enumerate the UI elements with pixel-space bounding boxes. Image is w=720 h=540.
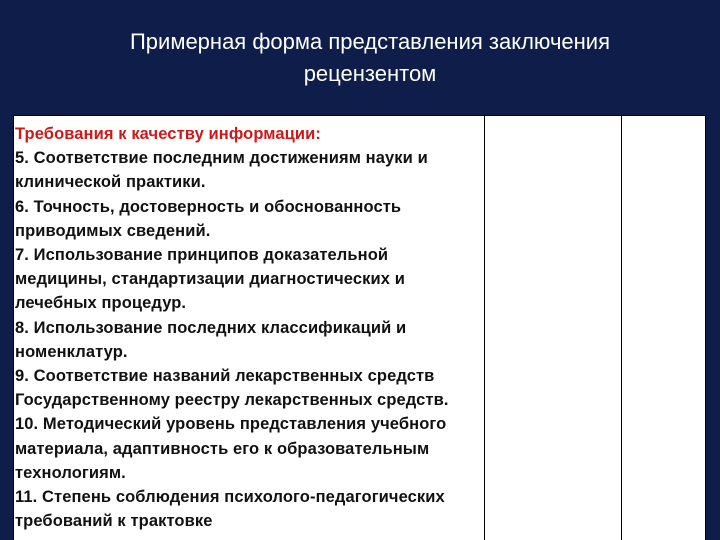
slide-title-line-1: Примерная форма представления заключения (129, 29, 610, 54)
requirements-cell (14, 116, 485, 540)
review-form-table-container (13, 115, 706, 540)
score-cell (621, 116, 705, 540)
requirement-item-6: 6. Точность, достоверность и обоснованность приводимых сведений. (15, 197, 402, 240)
evaluation-cell (485, 116, 622, 540)
requirement-item-11: 11. Степень соблюдения психолого-педагогических требований к трактовке (15, 488, 445, 531)
requirement-item-5: 5. Соответствие последним достижениям науки и клинической практики. (15, 149, 428, 192)
table-row (14, 116, 706, 540)
requirement-item-8: 8. Использование последних классификаций и номенклатур. (15, 318, 407, 361)
requirements-heading: Требования к качеству информации: (15, 125, 321, 143)
requirement-item-9: 9. Соответствие названий лекарственных средств Государственному реестру лекарственных средств. (15, 367, 449, 410)
slide-title-line-2: рецензентом (303, 61, 437, 86)
review-form-table (13, 115, 706, 540)
slide-title (90, 26, 650, 90)
requirement-item-7: 7. Использование принципов доказательной медицины, стандартизации диагностических и лечебных процедур. (15, 246, 405, 313)
requirement-item-10: 10. Методический уровень представления учебного материала, адаптивность его к образовательным технологиям. (15, 415, 447, 482)
